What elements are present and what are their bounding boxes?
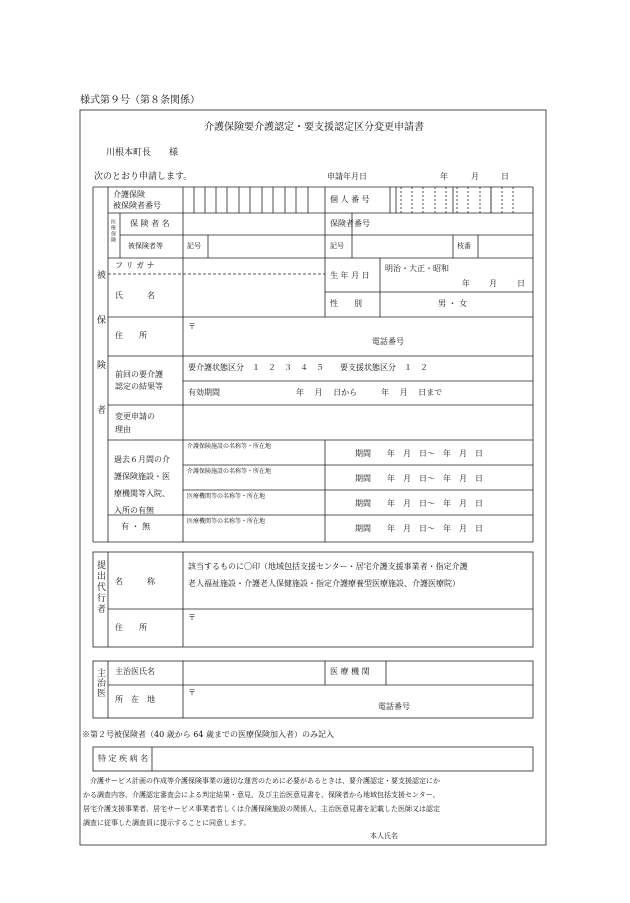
facility-label: 介護保険施設の名称等・所在地 [187, 443, 272, 450]
postal-mark: 〒 [188, 322, 196, 331]
symbol-label: 記号 [187, 242, 201, 250]
holder-label: 被保険者等 [128, 242, 163, 250]
addressee: 川根本町長 様 [106, 148, 179, 158]
insured-section-label: 被保険者 [95, 270, 105, 450]
past-six-months-label: 過去６月間の介 護保険施設・医 療機関等入院、 入所の有無 [114, 455, 170, 515]
era-options: 明治・大正・昭和 [385, 264, 449, 273]
facility-period: 期間 年 月 日～ 年 月 日 [355, 474, 483, 483]
facility-period: 期間 年 月 日～ 年 月 日 [355, 449, 483, 458]
symbol-label-2: 記号 [330, 242, 344, 250]
form-number: 様式第９号（第８条関係） [80, 95, 200, 106]
insurance-number-label: 介護保険 被保険者番号 [113, 190, 161, 210]
name-label: 氏 名 [115, 291, 155, 300]
doctor-postal-mark: 〒 [188, 688, 196, 697]
medical-insurance-label: 医療保険 [110, 219, 116, 243]
application-year: 年 [440, 172, 448, 181]
agent-name-note: 該当するものに〇印（地域包括支援センター・居宅介護支援事業者・指定介護 老人福祉施設・介護老人保健施設・指定介護療養型医療施設、介護医療院） [188, 562, 468, 588]
doctor-phone-label: 電話番号 [378, 702, 410, 711]
phone-label: 電話番号 [372, 337, 404, 346]
personal-number-label: 個 人 番 号 [330, 195, 370, 204]
facility-period: 期間 年 月 日～ 年 月 日 [355, 524, 483, 533]
facility-label: 医療機関等の名称等・所在地 [187, 493, 266, 500]
application-day: 日 [501, 172, 509, 181]
sex-options: 男 ・ 女 [438, 299, 468, 308]
insurer-number-label: 保険者番号 [330, 219, 370, 228]
facility-period: 期間 年 月 日～ 年 月 日 [355, 499, 483, 508]
validity-text: 年 月 日から 年 月 日まで [296, 388, 443, 397]
agent-name-label: 名 称 [115, 577, 155, 586]
sex-label: 性 別 [330, 299, 362, 308]
birth-month: 月 [489, 279, 497, 288]
consent-text: 介護サービス計画の作成等介護保険事業の適切な運営のために必要があるときは、要介護認定・要支援認定にか かる調査内容、介護認定審査会による判定結果・意見、及び主治医意見書を、保険者から地域包括支援センター、 居宅介護支援事業者、居宅サービス事業者若しくは介護保険施設の関係人、主治医意見書を記載した医師又は認定 調査に従事した調査員に提示することに同意します。 [83, 777, 440, 827]
previous-result-label: 前回の要介護 認定の結果等 [115, 370, 163, 391]
signature-label: 本人氏名 [370, 832, 398, 840]
validity-label: 有効期間 [188, 388, 220, 397]
form-title: 介護保険要介護認定・要支援認定区分変更申請書 [204, 122, 424, 133]
insurer-name-label: 保 険 者 名 [130, 219, 170, 228]
application-date-label: 申請年月日 [327, 172, 367, 181]
furigana-label: フ リ ガ ナ [115, 261, 155, 270]
request-text: 次のとおり申請します。 [94, 172, 193, 182]
medical-institution-label: 医 療 機 関 [330, 667, 370, 676]
agent-section-label: 提出代行者 [95, 560, 105, 615]
specific-disease-label: 特 定 疾 病 名 [98, 754, 149, 763]
facility-label: 医療機関等の名称等・所在地 [187, 518, 266, 525]
facility-label: 介護保険施設の名称等・所在地 [187, 468, 272, 475]
yes-no-options: 有 ・ 無 [121, 522, 151, 531]
second-insured-note: ※第２号被保険者（40 歳から 64 歳までの医療保険加入者）のみ記入 [82, 730, 334, 739]
birth-day: 日 [517, 279, 525, 288]
agent-postal-mark: 〒 [188, 613, 196, 622]
birth-label: 生 年 月 日 [330, 271, 370, 280]
address-label: 住 所 [115, 331, 147, 340]
change-reason-label: 変更申請の 理由 [115, 412, 155, 434]
care-level-text: 要介護状態区分 １ ２ ３ ４ ５ 要支援状態区分 １ ２ [188, 363, 428, 372]
doctor-section-label: 主治医 [95, 668, 105, 698]
birth-year: 年 [462, 279, 470, 288]
doctor-name-label: 主治医氏名 [115, 667, 155, 676]
agent-address-label: 住 所 [115, 623, 147, 632]
branch-label: 枝番 [457, 242, 471, 250]
doctor-location-label: 所 在 地 [115, 695, 155, 704]
application-month: 月 [471, 172, 479, 181]
